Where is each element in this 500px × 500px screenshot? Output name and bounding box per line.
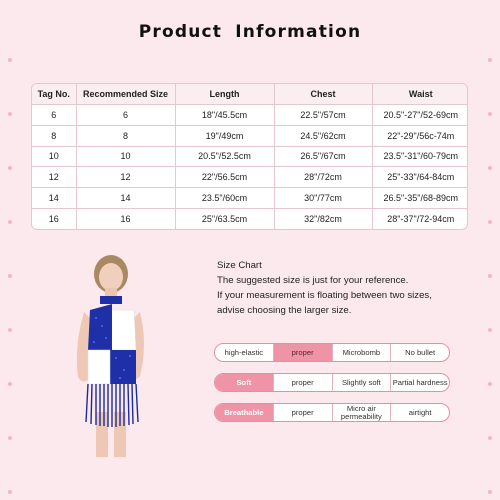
- decor-dot: [8, 112, 12, 116]
- decor-dot: [488, 382, 492, 386]
- table-cell: 32"/82cm: [274, 209, 372, 229]
- decor-dot: [488, 220, 492, 224]
- size-table: [31, 83, 468, 230]
- table-cell: 8: [32, 125, 76, 146]
- elasticity-option-proper: proper: [273, 344, 332, 361]
- table-cell: 14: [32, 188, 76, 209]
- table-cell: 12: [32, 167, 76, 188]
- decor-dot: [488, 58, 492, 62]
- table-row: [32, 188, 468, 209]
- table-cell: 23.5"/60cm: [175, 188, 274, 209]
- decor-dot: [8, 166, 12, 170]
- softness-option-slightly-soft: Slightly soft: [332, 374, 391, 391]
- table-cell: 22"-29"/56c-74m: [372, 125, 468, 146]
- softness-option-proper: proper: [273, 374, 332, 391]
- table-cell: 26.5"/67cm: [274, 146, 372, 167]
- table-cell: 20.5"/52.5cm: [175, 146, 274, 167]
- decor-dot: [8, 58, 12, 62]
- table-cell: 26.5"-35"/68-89cm: [372, 188, 468, 209]
- size-chart-line: If your measurement is floating between two sizes,: [217, 290, 432, 301]
- size-chart-line: The suggested size is just for your reference.: [217, 275, 409, 286]
- table-header: Tag No.: [32, 84, 76, 104]
- elasticity-scale: [214, 343, 450, 362]
- decor-dot: [8, 490, 12, 494]
- table-cell: 25"-33"/64-84cm: [372, 167, 468, 188]
- table-cell: 16: [32, 209, 76, 229]
- elasticity-label: high-elastic: [224, 347, 264, 357]
- table-cell: 22"/56.5cm: [175, 167, 274, 188]
- breathability-scale: [214, 403, 450, 422]
- table-cell: 24.5"/62cm: [274, 125, 372, 146]
- table-header-row: [32, 84, 468, 104]
- table-cell: 14: [76, 188, 175, 209]
- table-cell: 22.5"/57cm: [274, 104, 372, 125]
- page-title: Product Information: [138, 22, 362, 42]
- table-cell: 25"/63.5cm: [175, 209, 274, 229]
- decor-dot: [8, 436, 12, 440]
- table-cell: 12: [76, 167, 175, 188]
- size-chart-heading: Size Chart: [217, 260, 262, 271]
- model-photo: [44, 252, 184, 457]
- table-header: Waist: [372, 84, 468, 104]
- table-cell: 23.5"-31"/60-79cm: [372, 146, 468, 167]
- table-cell: 8: [76, 125, 175, 146]
- decor-dot: [8, 274, 12, 278]
- table-cell: 28"-37"/72-94cm: [372, 209, 468, 229]
- table-cell: 19"/49cm: [175, 125, 274, 146]
- breathability-option-proper: proper: [273, 404, 332, 421]
- decor-dot: [488, 328, 492, 332]
- table-cell: 20.5"-27"/52-69cm: [372, 104, 468, 125]
- decor-dot: [8, 328, 12, 332]
- table-cell: 6: [32, 104, 76, 125]
- elasticity-option-no-bullet: No bullet: [390, 344, 449, 361]
- decor-dot: [8, 382, 12, 386]
- table-row: [32, 104, 468, 125]
- decor-dot: [488, 274, 492, 278]
- decor-dot: [488, 436, 492, 440]
- table-header: Length: [175, 84, 274, 104]
- table-header: Recommended Size: [76, 84, 175, 104]
- size-chart-line: advise choosing the larger size.: [217, 305, 352, 316]
- table-row: [32, 209, 468, 229]
- size-chart-note: [217, 258, 487, 318]
- softness-option-partial-hardness: Partial hardness: [390, 374, 449, 391]
- table-row: [32, 125, 468, 146]
- table-cell: 18"/45.5cm: [175, 104, 274, 125]
- breathability-label: Breathable: [215, 404, 273, 421]
- decor-dot: [8, 220, 12, 224]
- decor-dot: [488, 490, 492, 494]
- table-cell: 30"/77cm: [274, 188, 372, 209]
- breathability-option-micro-air: Micro air permeability: [332, 404, 391, 421]
- table-row: [32, 167, 468, 188]
- table-cell: 6: [76, 104, 175, 125]
- decor-dot: [488, 166, 492, 170]
- table-cell: 10: [76, 146, 175, 167]
- table-row: [32, 146, 468, 167]
- breathability-option-airtight: airtight: [390, 404, 449, 421]
- elasticity-option-microbomb: Microbomb: [332, 344, 391, 361]
- table-cell: 16: [76, 209, 175, 229]
- table-cell: 10: [32, 146, 76, 167]
- softness-label: Soft: [215, 374, 273, 391]
- table-header: Chest: [274, 84, 372, 104]
- softness-scale: [214, 373, 450, 392]
- decor-dot: [488, 112, 492, 116]
- table-cell: 28"/72cm: [274, 167, 372, 188]
